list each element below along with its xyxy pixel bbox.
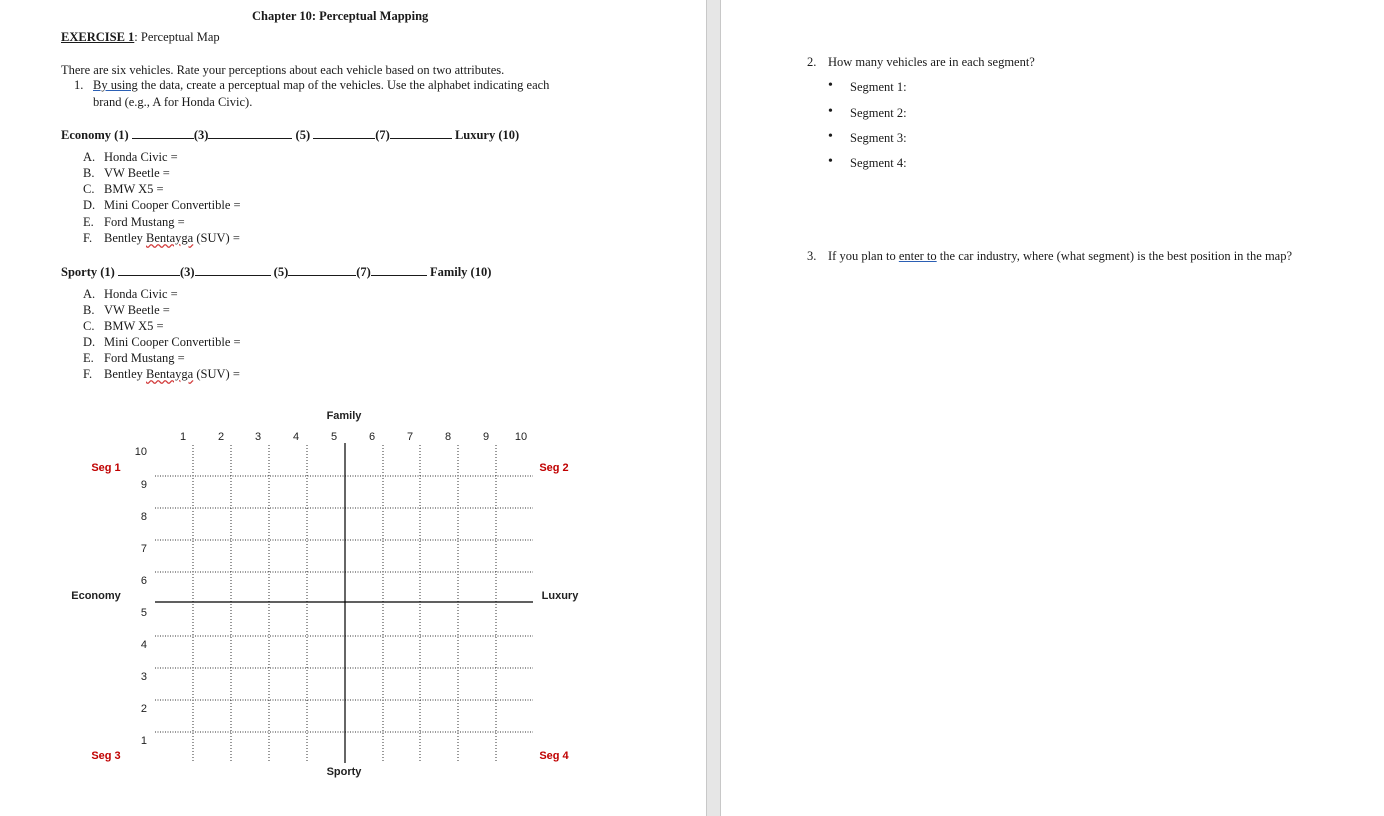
vehicle-name: Ford Mustang =	[104, 215, 185, 229]
tick-label-y: 1	[140, 735, 147, 747]
vehicle-name: VW Beetle =	[104, 166, 170, 180]
exercise-label: EXERCISE 1	[61, 30, 135, 44]
vehicle-item: F.	[83, 231, 93, 245]
segment-label-2: Seg 2	[539, 462, 569, 474]
scale1-mark-7: (7)	[375, 128, 390, 142]
vehicle-item: D.	[83, 335, 96, 349]
document-page-right	[721, 0, 1384, 816]
vehicle-name: BMW X5 =	[104, 319, 164, 333]
tick-label-top: 3	[254, 431, 262, 443]
tick-label-y: 3	[140, 671, 147, 683]
vehicle-name: Bentley Bentayga (SUV) =	[104, 231, 240, 245]
tick-label-y: 5	[140, 607, 147, 619]
tick-label-top: 9	[482, 431, 490, 443]
question-3-text: If you plan to enter to the car industry, where (what segment) is the best position in the map?	[828, 249, 1293, 263]
vehicle-item: F.	[83, 367, 93, 381]
tick-label-top: 4	[292, 431, 300, 443]
bullet-icon: •	[828, 154, 833, 169]
vehicle-item: D.	[83, 198, 96, 212]
scale2-right-label: Family (10)	[429, 265, 492, 279]
exercise-title: : Perceptual Map	[134, 30, 220, 44]
scale2-mark-5: (5)	[273, 265, 289, 279]
vehicle-name: Mini Cooper Convertible =	[104, 198, 241, 212]
vehicle-name: Honda Civic =	[104, 150, 178, 164]
intro-text: There are six vehicles. Rate your perceptions about each vehicle based on two attributes.	[61, 63, 505, 77]
tick-label-top: 6	[368, 431, 376, 443]
segment-label-1: Seg 1	[91, 462, 121, 474]
vehicle-item: C.	[83, 319, 95, 333]
axis-label-top: Family	[326, 410, 362, 422]
tick-label-top: 5	[330, 431, 338, 443]
tick-label-y: 10	[134, 446, 147, 458]
segment-3-answer: Segment 3:	[850, 131, 907, 145]
scale2-left-label: Sporty (1)	[61, 265, 115, 279]
tick-label-y: 4	[140, 639, 147, 651]
vehicle-name: Ford Mustang =	[104, 351, 185, 365]
vehicle-name: VW Beetle =	[104, 303, 170, 317]
tick-label-top: 8	[444, 431, 452, 443]
scale1-right-label: Luxury (10)	[454, 128, 520, 142]
bullet-icon: •	[828, 129, 833, 144]
tick-label-top: 7	[406, 431, 414, 443]
axis-label-left: Economy	[71, 590, 121, 602]
segment-2-answer: Segment 2:	[850, 106, 907, 120]
bullet-icon: •	[828, 104, 833, 119]
step-1-number: 1.	[74, 78, 84, 92]
tick-label-y: 8	[140, 511, 147, 523]
tick-label-top: 10	[514, 431, 528, 443]
tick-label-y: 7	[140, 543, 147, 555]
vehicle-item: E.	[83, 351, 94, 365]
step-1-rest: the data, create a perceptual map of the vehicles. Use the alphabet indicating each	[137, 78, 550, 92]
scale2-mark-3: (3)	[179, 265, 195, 279]
question-3-number: 3.	[807, 249, 817, 263]
vehicle-item: B.	[83, 303, 95, 317]
vehicle-name: Mini Cooper Convertible =	[104, 335, 241, 349]
chapter-title: Chapter 10: Perceptual Mapping	[252, 9, 429, 23]
vehicle-item: A.	[83, 287, 96, 301]
step-1-line2: brand (e.g., A for Honda Civic).	[93, 95, 253, 109]
scale2-mark-7: (7)	[356, 265, 371, 279]
scale1-left-label: Economy (1)	[61, 128, 129, 142]
tick-label-top: 2	[217, 431, 225, 443]
segment-label-3: Seg 3	[91, 750, 121, 762]
axis-label-bottom: Sporty	[326, 766, 362, 778]
question-2-number: 2.	[807, 55, 817, 69]
axis-label-right: Luxury	[541, 590, 579, 602]
tick-label-y: 2	[140, 703, 147, 715]
vehicle-name: Bentley Bentayga (SUV) =	[104, 367, 240, 381]
vehicle-item: C.	[83, 182, 95, 196]
segment-1-answer: Segment 1:	[850, 80, 907, 94]
question-2-text: How many vehicles are in each segment?	[828, 55, 1035, 69]
tick-label-top: 1	[179, 431, 187, 443]
vehicle-name: Honda Civic =	[104, 287, 178, 301]
bullet-icon: •	[828, 78, 833, 93]
page-gutter	[706, 0, 721, 816]
tick-label-y: 6	[140, 575, 147, 587]
scale1-mark-5: (5)	[295, 128, 311, 142]
step-1-link[interactable]: By using	[93, 78, 138, 92]
vehicle-item: B.	[83, 166, 95, 180]
vehicle-item: A.	[83, 150, 96, 164]
question-3-link[interactable]: enter to	[898, 249, 937, 263]
segment-label-4: Seg 4	[539, 750, 569, 762]
tick-label-y: 9	[140, 479, 147, 491]
vehicle-name: BMW X5 =	[104, 182, 164, 196]
segment-4-answer: Segment 4:	[850, 156, 907, 170]
scale1-mark-3: (3)	[193, 128, 209, 142]
vehicle-item: E.	[83, 215, 94, 229]
